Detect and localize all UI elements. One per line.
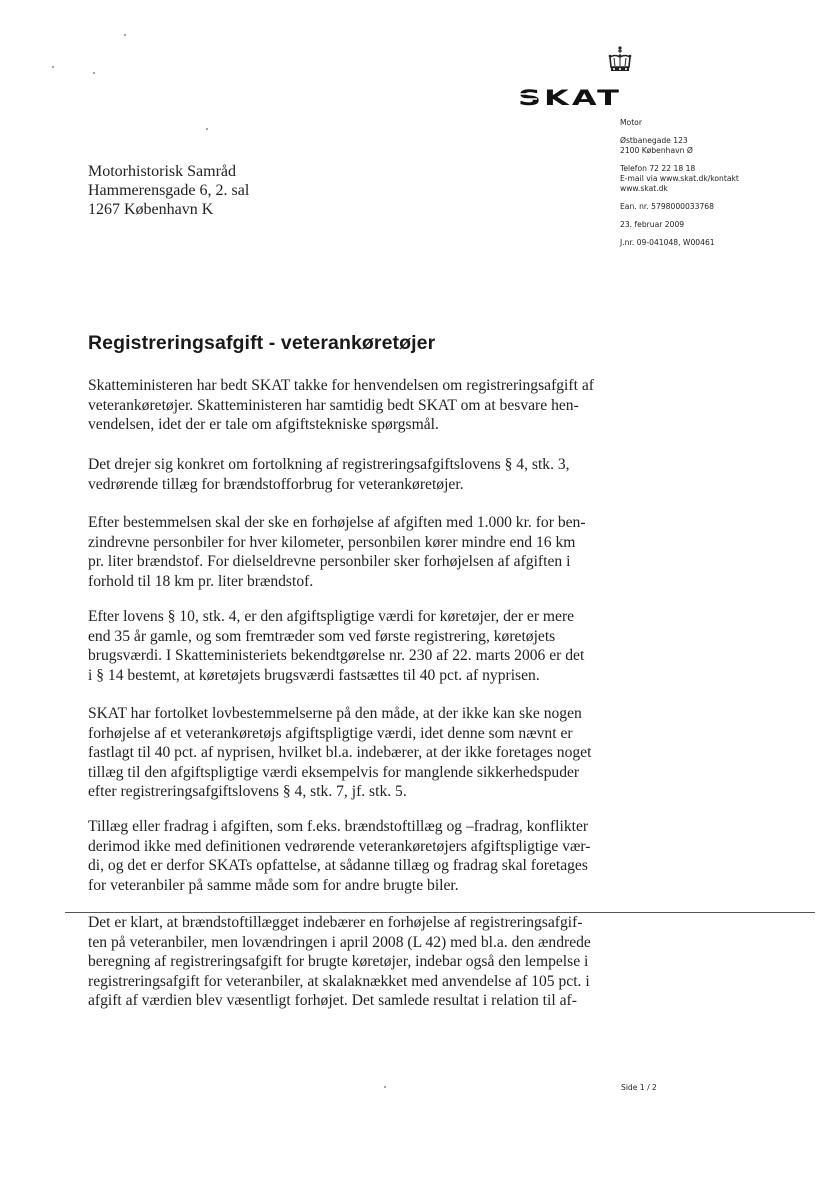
paragraph-line: end 35 år gamle, og som fremtræder som ved første registrering, køretøjets	[88, 627, 556, 645]
paragraph-line: Det er klart, at brændstoftillægget indebærer en forhøjelse af registreringsafgif-	[88, 914, 583, 931]
paragraph-line: beregning af registreringsafgift for brugte køretøjer, indebar også den lempelse i	[88, 953, 589, 970]
address-line: Østbanegade 123	[620, 136, 688, 145]
letter-heading: Registreringsafgift - veterankøretøjer	[88, 332, 436, 354]
paragraph-line: forhøjelse af et veterankøretøjs afgiftspligtige værdi, idet denne som nævnt er	[88, 724, 573, 742]
page-number: Side 1 / 2	[621, 1083, 657, 1092]
scan-speck	[384, 1086, 386, 1088]
paragraph-line: vedrørende tillæg for brændstofforbrug for veterankøretøjer.	[88, 475, 464, 493]
paragraph-line: registreringsafgift for veteranbiler, at skalaknækket med anvendelse af 105 pct. i	[88, 972, 590, 990]
scan-speck	[206, 128, 208, 130]
sender-journal	[620, 238, 739, 248]
skat-logo	[515, 87, 625, 109]
recipient-line: 1267 København K	[88, 201, 214, 218]
scan-speck	[93, 72, 95, 74]
journal-line: J.nr. 09-041048, W00461	[620, 238, 715, 247]
paragraph-line: brugsværdi. I Skatteministeriets bekendtgørelse nr. 230 af 22. marts 2006 er det	[88, 647, 585, 664]
paragraph-line: Tillæg eller fradrag i afgiften, som f.eks. brændstoftillæg og –fradrag, konflikter	[88, 818, 589, 835]
paragraph-line: fastlagt til 40 pct. af nyprisen, hvilket bl.a. indebærer, at der ikke foretages noget	[88, 744, 592, 761]
paragraph-line: veterankøretøjer. Skatteministeren har samtidig bedt SKAT om at besvare hen-	[88, 396, 579, 414]
scan-speck	[124, 34, 126, 36]
paragraph-line: zindrevne personbiler for hver kilometer, personbilen kører mindre end 16 km	[88, 533, 576, 551]
logo-text: SKAT	[518, 87, 622, 109]
sender-contact	[620, 164, 739, 194]
address-line: 2100 København Ø	[620, 146, 693, 155]
recipient-address	[88, 162, 249, 219]
paragraph-line: Det drejer sig konkret om fortolkning af registreringsafgiftslovens § 4, stk. 3,	[88, 456, 570, 473]
paragraph	[88, 376, 628, 435]
paragraph-line: afgift af værdien blev væsentligt forhøjet. Det samlede resultat i relation til af-	[88, 992, 577, 1009]
ean-line: Ean. nr. 5798000033768	[620, 202, 714, 211]
sender-address	[620, 136, 739, 156]
scan-speck	[52, 66, 54, 68]
paragraph	[88, 455, 628, 494]
paragraph-line: vendelsen, idet der er tale om afgiftstekniske spørgsmål.	[88, 416, 439, 433]
date-line: 23. februar 2009	[620, 220, 685, 229]
paragraph-line: Efter bestemmelsen skal der ske en forhøjelse af afgiften med 1.000 kr. for ben-	[88, 514, 586, 531]
paragraph-line: pr. liter brændstof. For dielseldrevne personbiler sker forhøjelsen af afgiften i	[88, 553, 571, 570]
crown-icon	[607, 45, 633, 75]
sender-department	[620, 118, 739, 128]
paragraph	[88, 513, 628, 591]
paragraph-line: Efter lovens § 10, stk. 4, er den afgiftspligtige værdi for køretøjer, der er mere	[88, 608, 575, 625]
recipient-line: Hammerensgade 6, 2. sal	[88, 182, 250, 199]
email-line: E-mail via www.skat.dk/kontakt	[620, 174, 739, 183]
department-text: Motor	[620, 118, 642, 127]
paragraph	[88, 704, 628, 802]
paragraph-line: tillæg til den afgiftspligtige værdi eksempelvis for manglende sikkerhedspuder	[88, 763, 580, 781]
paragraph	[88, 607, 628, 685]
paragraph-line: di, og det er derfor SKATs opfattelse, at sådanne tillæg og fradrag skal foretages	[88, 857, 588, 874]
paragraph-line: for veteranbiler på samme måde som for andre brugte biler.	[88, 876, 459, 894]
sender-date	[620, 220, 739, 230]
paragraph-line: forhold til 18 km pr. liter brændstof.	[88, 572, 314, 590]
paragraph-line: ten på veteranbiler, men lovændringen i april 2008 (L 42) med bl.a. den ændrede	[88, 933, 591, 951]
sender-block	[620, 118, 739, 256]
paragraph-line: SKAT har fortolket lovbestemmelserne på den måde, at der ikke kan ske nogen	[88, 705, 582, 722]
website-line: www.skat.dk	[620, 184, 668, 193]
phone-line: Telefon 72 22 18 18	[620, 164, 696, 173]
paragraph-line: efter registreringsafgiftslovens § 4, stk. 7, jf. stk. 5.	[88, 783, 407, 800]
paragraph-line: i § 14 bestemt, at køretøjets brugsværdi fastsættes til 40 pct. af nyprisen.	[88, 666, 540, 684]
recipient-line: Motorhistorisk Samråd	[88, 163, 236, 180]
paragraph-line: Skatteministeren har bedt SKAT takke for henvendelsen om registreringsafgift af	[88, 377, 594, 394]
paragraph	[88, 913, 628, 1011]
paragraph-line: derimod ikke med definitionen vedrørende veterankøretøjers afgiftspligtige vær-	[88, 837, 591, 855]
paragraph	[88, 817, 628, 895]
sender-ean	[620, 202, 739, 212]
